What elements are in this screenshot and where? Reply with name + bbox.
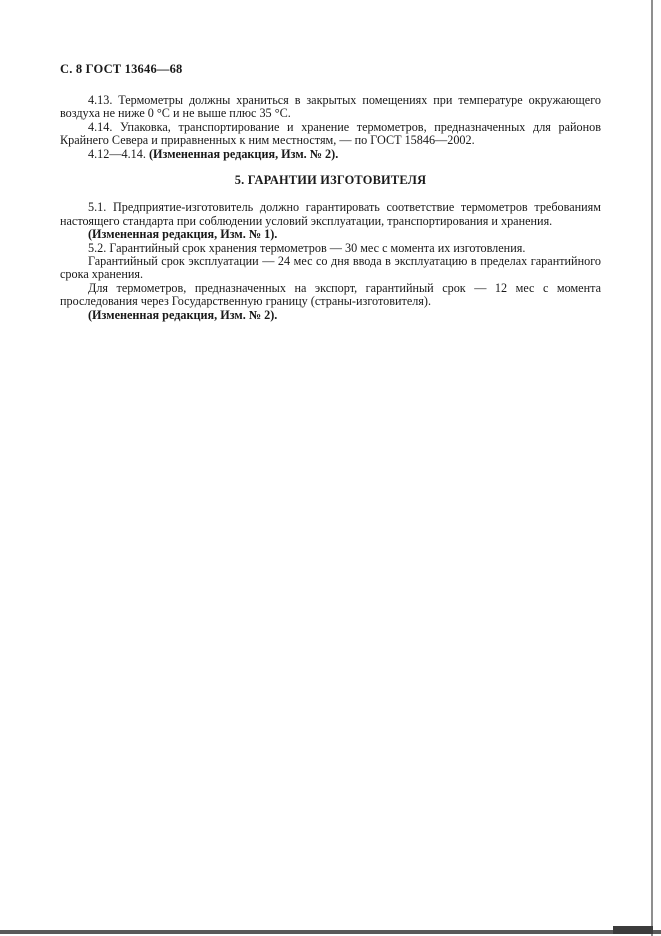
amendment-bold-text: (Измененная редакция, Изм. № 2). — [148, 146, 339, 161]
scan-corner-bottom-right — [613, 926, 653, 934]
paragraph-4-13: 4.13. Термометры должны храниться в закрытых помещениях при температуре окружающего воздуха не ниже 0 °С и не выше плюс 35 °С. — [60, 93, 601, 121]
amendment-bold-text: (Измененная редакция, Изм. № 2). — [88, 307, 278, 322]
paragraph-4-14: 4.14. Упаковка, транспортирование и хранение термометров, предназначенных для районов Крайнего Севера и приравненных к ним местностям, — по ГОСТ 15846—2002. — [60, 119, 601, 148]
amendment-note-4-12-4-14 — [60, 148, 601, 161]
amendment-note-5-1 — [60, 228, 601, 241]
amendment-bold-text: (Измененная редакция, Изм. № 1). — [88, 227, 278, 242]
paragraph-5-1: 5.1. Предприятие-изготовитель должно гарантировать соответствие термометров требованиям настоящего стандарта при соблюдении условий эксплуатации, транспортирования и хранения. — [60, 200, 601, 228]
document-page — [60, 62, 601, 322]
scan-edge-bottom — [0, 930, 661, 934]
paragraph-5-2-warranty-term: Гарантийный срок эксплуатации — 24 мес со дня ввода в эксплуатацию в пределах гарантийного срока хранения. — [60, 254, 601, 282]
paragraph-5-2-export: Для термометров, предназначенных на экспорт, гарантийный срок — 12 мес с момента проследования через Государственную границу (страны-изготовителя). — [60, 280, 601, 309]
paragraph-5-2: 5.2. Гарантийный срок хранения термометров — 30 мес с момента их изготовления. — [88, 240, 526, 255]
page-header: С. 8 ГОСТ 13646—68 — [60, 62, 183, 76]
scan-edge-right — [651, 0, 653, 936]
section-heading-warranty: 5. ГАРАНТИИ ИЗГОТОВИТЕЛЯ — [234, 173, 427, 188]
clause-range: 4.12—4.14. — [88, 146, 146, 161]
amendment-note-5-2 — [60, 309, 601, 322]
